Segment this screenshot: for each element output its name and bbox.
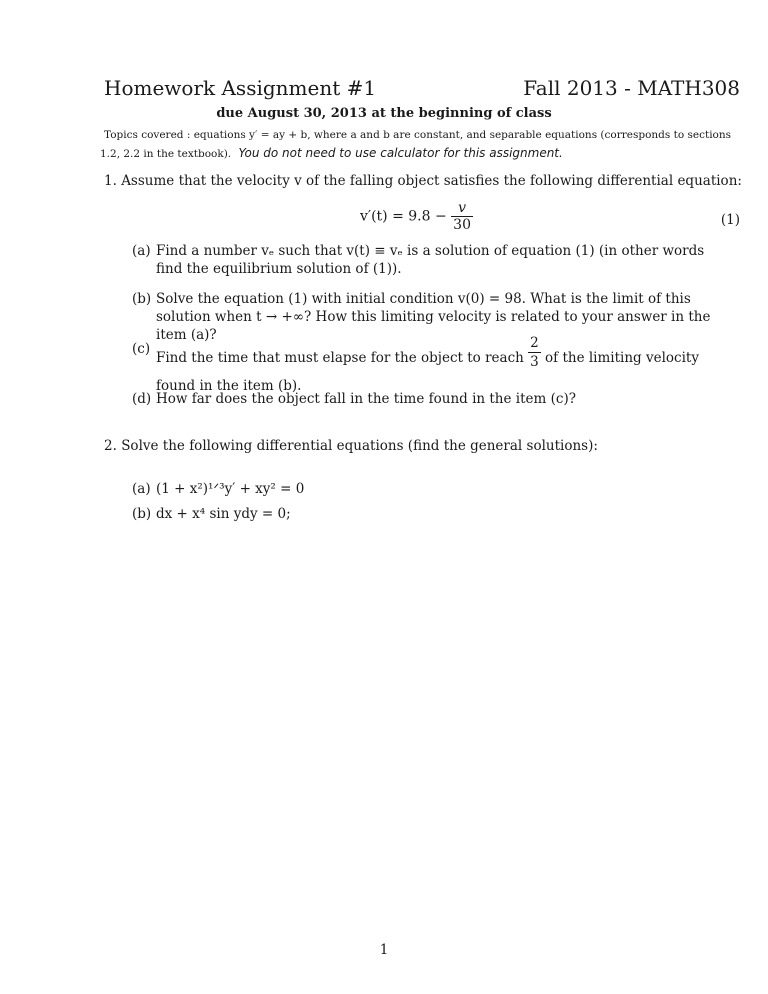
equation-fraction xyxy=(451,200,473,233)
question-2-number: 2. xyxy=(104,438,117,454)
question-1d xyxy=(132,390,727,408)
question-2b-label: (b) xyxy=(132,506,152,522)
two-thirds-num: 2 xyxy=(530,335,539,351)
question-1a-text: Find a number vₑ such that v(t) ≡ vₑ is a solution of equation (1) (in other words find the equilibrium solution of (1)). xyxy=(156,243,705,277)
question-2-text: Solve the following differential equations (find the general solutions): xyxy=(121,438,598,454)
question-1a xyxy=(132,242,727,278)
question-1a-label: (a) xyxy=(132,243,151,259)
equation-lhs: v′(t) = 9.8 − xyxy=(360,208,447,225)
question-2 xyxy=(104,437,744,455)
question-1-number: 1. xyxy=(104,173,117,189)
equation-number: (1) xyxy=(720,212,740,228)
question-1d-label: (d) xyxy=(132,391,152,407)
two-thirds-den: 3 xyxy=(530,354,539,370)
question-2b-equation: dx + x⁴ sin ydy = 0; xyxy=(156,506,291,522)
question-1c xyxy=(132,335,727,395)
question-2a xyxy=(132,480,727,498)
equation-frac-den: 30 xyxy=(453,217,471,233)
question-1c-text-after: of the limiting velocity found in the item (b). xyxy=(156,350,699,394)
question-1-text: Assume that the velocity v of the falling object satisfies the following differential equation: xyxy=(121,173,742,189)
assignment-title: Homework Assignment #1 xyxy=(104,76,377,100)
question-1c-label: (c) xyxy=(132,341,151,357)
equation-frac-num: v xyxy=(458,200,467,216)
question-1d-text: How far does the object fall in the time found in the item (c)? xyxy=(156,391,576,407)
equation-1 xyxy=(360,200,473,233)
course-term: Fall 2013 - MATH308 xyxy=(523,76,740,100)
due-date: due August 30, 2013 at the beginning of class xyxy=(216,106,552,121)
question-1c-text-before: Find the time that must elapse for the object to reach xyxy=(156,350,524,366)
question-2a-label: (a) xyxy=(132,481,151,497)
topics-paragraph xyxy=(100,126,744,163)
question-1b-label: (b) xyxy=(132,291,152,307)
topics-line1: Topics covered : equations y′ = ay + b, where a and b are constant, and separable equations (corresponds to sections xyxy=(104,129,732,141)
question-2b xyxy=(132,505,727,523)
calculator-note: You do not need to use calculator for this assignment. xyxy=(238,146,563,160)
question-1b xyxy=(132,290,727,344)
page-number: 1 xyxy=(379,942,389,958)
question-1b-text: Solve the equation (1) with initial condition v(0) = 98. What is the limit of this solution when t → +∞? How this limiting velocity is related to your answer in the item (a)? xyxy=(156,291,711,343)
question-1c-body xyxy=(132,335,727,395)
two-thirds-fraction xyxy=(528,334,541,371)
question-1 xyxy=(104,172,744,190)
question-2a-equation: (1 + x²)¹ᐟ³y′ + xy² = 0 xyxy=(156,481,305,497)
topics-line2: 1.2, 2.2 in the textbook). xyxy=(100,148,232,160)
